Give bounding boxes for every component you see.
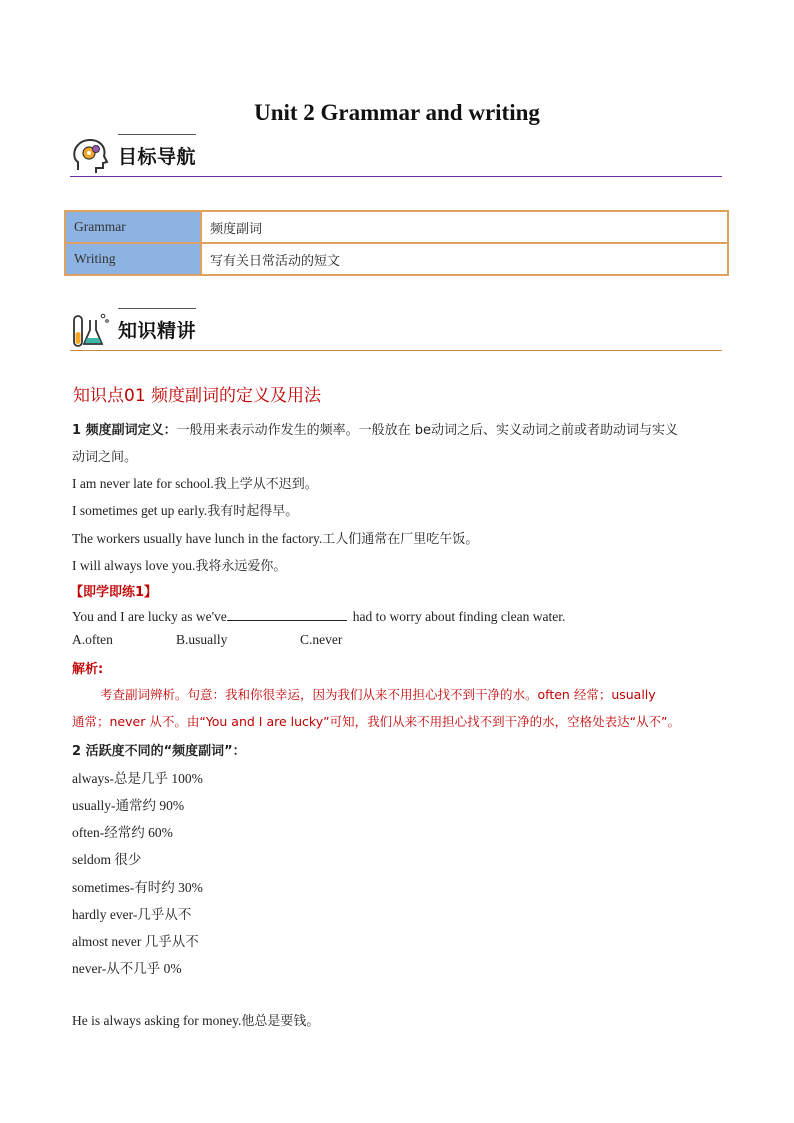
knowledge-point-title: 知识点01 频度副词的定义及用法 (73, 386, 322, 406)
example-en: He is always asking for money. (72, 1013, 242, 1028)
example-sentence (72, 1010, 319, 1029)
analysis-text: 通常；never 从不。由“You and I are lucky”可知，我们从来不用担心找不到干净的水，空格处表达“从不”。 (72, 714, 681, 729)
head-gears-icon (70, 136, 112, 176)
definition-label: 1 频度副词定义： (72, 423, 177, 438)
section-header-goals (70, 134, 722, 178)
example-en: I am never late for school. (72, 476, 214, 491)
example-cn: 我有时起得早。 (207, 504, 299, 519)
analysis-label: 解析: (72, 662, 104, 677)
definition-line: 动词之间。 (72, 450, 138, 465)
example-sentence (72, 500, 298, 519)
example-sentence (72, 473, 318, 492)
option-b: B.usually (176, 632, 228, 647)
list-item: almost never 几乎从不 (72, 934, 199, 949)
section-header-knowledge (70, 308, 722, 352)
section-rule (70, 350, 722, 351)
header-rule (118, 308, 196, 309)
example-sentence (72, 528, 478, 547)
practice-question (72, 608, 565, 625)
goal-value: 写有关日常活动的短文 (201, 243, 728, 275)
example-cn: 他总是要钱。 (241, 1014, 320, 1029)
goal-key: Writing (65, 243, 201, 275)
analysis-text: 考查副词辨析。句意：我和你很幸运，因为我们从来不用担心找不到干净的水。often 经常；usually (100, 687, 656, 702)
table-row (65, 211, 728, 243)
list-item: always-总是几乎 100% (72, 771, 203, 786)
example-en: I will always love you. (72, 558, 196, 573)
section-label: 目标导航 (118, 146, 197, 168)
table-row (65, 243, 728, 275)
example-cn: 我上学从不迟到。 (213, 477, 318, 492)
answer-blank (227, 608, 347, 621)
list-item: seldom 很少 (72, 852, 142, 867)
goal-value: 频度副词 (201, 211, 728, 243)
header-rule (118, 134, 196, 135)
question-text: You and I are lucky as we've (72, 609, 227, 624)
goals-table (64, 210, 729, 276)
definition-text: 一般用来表示动作发生的频率。一般放在 be动词之后、实义动词之前或者助动词与实义 (176, 423, 678, 438)
example-en: The workers usually have lunch in the factory. (72, 531, 323, 546)
example-sentence (72, 555, 286, 574)
page-title: Unit 2 Grammar and writing (254, 100, 540, 125)
list-item: usually-通常约 90% (72, 798, 185, 813)
list-item: sometimes-有时约 30% (72, 880, 203, 895)
example-cn: 工人们通常在厂里吃午饭。 (322, 532, 479, 547)
list-item: never-从不几乎 0% (72, 961, 182, 976)
goal-key: Grammar (65, 211, 201, 243)
option-a: A.often (72, 632, 113, 647)
example-cn: 我将永远爱你。 (195, 559, 287, 574)
question-text: had to worry about finding clean water. (352, 609, 566, 624)
list-item: hardly ever-几乎从不 (72, 907, 192, 922)
section-label: 知识精讲 (118, 320, 197, 342)
practice-header: 【即学即练1】 (70, 585, 158, 600)
option-c: C.never (300, 632, 343, 647)
example-en: I sometimes get up early. (72, 503, 208, 518)
frequency-header: 2 活跃度不同的“频度副词”： (72, 744, 246, 759)
list-item: often-经常约 60% (72, 825, 173, 840)
section-rule (70, 176, 722, 177)
lab-flasks-icon (70, 310, 112, 350)
definition-line (72, 419, 678, 438)
